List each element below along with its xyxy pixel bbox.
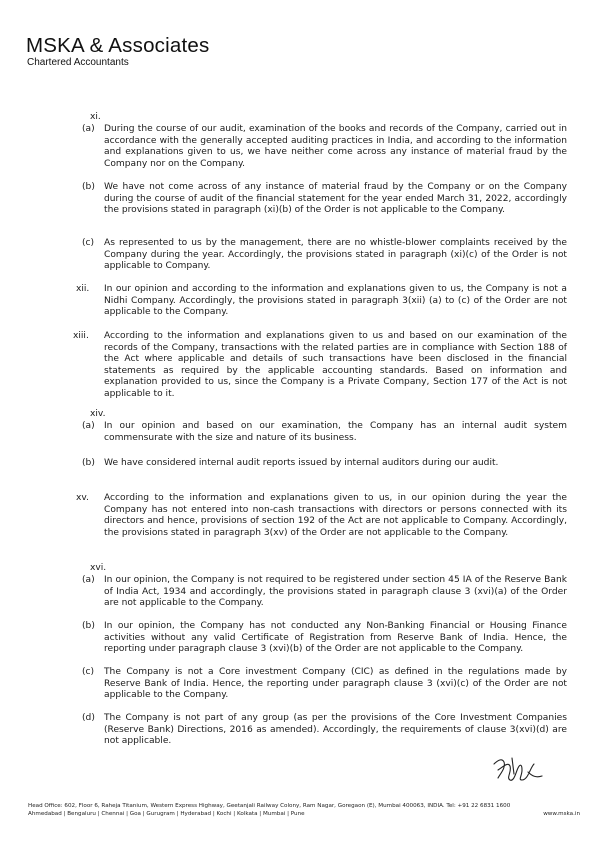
page-footer: [28, 803, 580, 818]
section-label-xiii: xiii.: [73, 331, 89, 341]
paragraph-xi-a: During the course of our audit, examination of the books and records of the Company, carried out in accordance with the generally accepted auditing practices in India, and according to the information and explanations given to us, we have neither come across any instance of material fraud by the Company nor on the Company.: [104, 124, 567, 169]
sub-label-xi-c: (c): [82, 238, 95, 248]
paragraph-xiv-b: We have considered internal audit reports issued by internal auditors during our audit.: [104, 458, 499, 468]
paragraph-xi-b: We have not come across of any instance of material fraud by the Company or on the Company during the course of audit of the financial statement for the year ended March 31, 2022, accordingly the provisions stated in paragraph (xi)(b) of the Order is not applicable to the Company.: [104, 182, 567, 216]
sub-label-xiv-a: (a): [82, 421, 95, 431]
section-label-xvi: xvi.: [90, 563, 107, 573]
sub-label-xvi-d: (d): [82, 713, 95, 723]
footer-cities-row: [28, 811, 580, 819]
paragraph-xv: According to the information and explanations given to us, in our opinion during the year the Company has not entered into non-cash transactions with directors or persons connected with its directors and hence, provisions of section 192 of the Act are not applicable to Company. Accordingly, the provisions stated in paragraph 3(xv) of the Order are not applicable to the Company.: [104, 493, 567, 538]
paragraph-xi-c: As represented to us by the management, there are no whistle-blower complaints received by the Company during the year. Accordingly, the provisions stated in paragraph (xi)(c) of the Order is not applicable to Company.: [104, 238, 567, 272]
paragraph-xvi-d: The Company is not part of any group (as per the provisions of the Core Investment Companies (Reserve Bank) Directions, 2016 as amended). Accordingly, the requirements of clause 3(xvi)(d) are not applicable.: [104, 713, 567, 747]
sub-label-xvi-b: (b): [82, 621, 95, 631]
footer-website: www.mska.in: [543, 810, 580, 817]
signature-image: [488, 752, 548, 786]
sub-label-xvi-c: (c): [82, 667, 95, 677]
sub-label-xi-a: (a): [82, 124, 95, 134]
footer-cities: Ahmedabad | Bengaluru | Chennai | Goa | Gurugram | Hyderabad | Kochi | Kolkata | Mumbai | Pune: [28, 810, 305, 817]
section-label-xv: xv.: [76, 493, 89, 503]
footer-address: Head Office: 602, Floor 6, Raheja Titanium, Western Express Highway, Geetanjali Railway Colony, Ram Nagar, Goregaon (E), Mumbai 400063, INDIA. Tel: +91 22 6831 1600: [28, 803, 511, 809]
paragraph-xii: In our opinion and according to the information and explanations given to us, the Company is not a Nidhi Company. Accordingly, the provisions stated in paragraph 3(xii) (a) to (c) of the Order are not applicable to the Company.: [104, 284, 567, 318]
sub-label-xvi-a: (a): [82, 575, 95, 585]
paragraph-xiv-a: In our opinion and based on our examination, the Company has an internal audit system commensurate with the size and nature of its business.: [104, 421, 567, 443]
section-label-xii: xii.: [76, 284, 90, 294]
section-label-xi: xi.: [90, 112, 101, 122]
paragraph-xvi-a: In our opinion, the Company is not required to be registered under section 45 IA of the Reserve Bank of India Act, 1934 and accordingly, the provisions stated in paragraph clause 3 (xvi)(a) of the Order are not applicable to the Company.: [104, 575, 567, 609]
section-label-xiv: xiv.: [90, 409, 106, 419]
paragraph-xvi-c: The Company is not a Core investment Company (CIC) as defined in the regulations made by Reserve Bank of India. Hence, the reporting under paragraph clause 3 (xvi)(c) of the Order are not applicable to the Company.: [104, 667, 567, 701]
sub-label-xi-b: (b): [82, 182, 95, 192]
paragraph-xiii: According to the information and explanations given to us and based on our examination of the records of the Company, transactions with the related parties are in compliance with Section 188 of the Act where applicable and details of such transactions have been disclosed in the financial statements as required by the applicable accounting standards. Based on information and explanation provided to us, since the Company is a Private Company, Section 177 of the Act is not applicable to it.: [104, 331, 567, 399]
firm-name: MSKA & Associates: [26, 34, 210, 57]
firm-header: [26, 35, 209, 69]
paragraph-xvi-b: In our opinion, the Company has not conducted any Non-Banking Financial or Housing Finance activities without any valid Certificate of Registration from Reserve Bank of India. Hence, the reporting under paragraph clause 3 (xvi)(b) of the Order are not applicable to the Company.: [104, 621, 567, 655]
sub-label-xiv-b: (b): [82, 458, 95, 468]
firm-subtitle: Chartered Accountants: [27, 57, 129, 68]
